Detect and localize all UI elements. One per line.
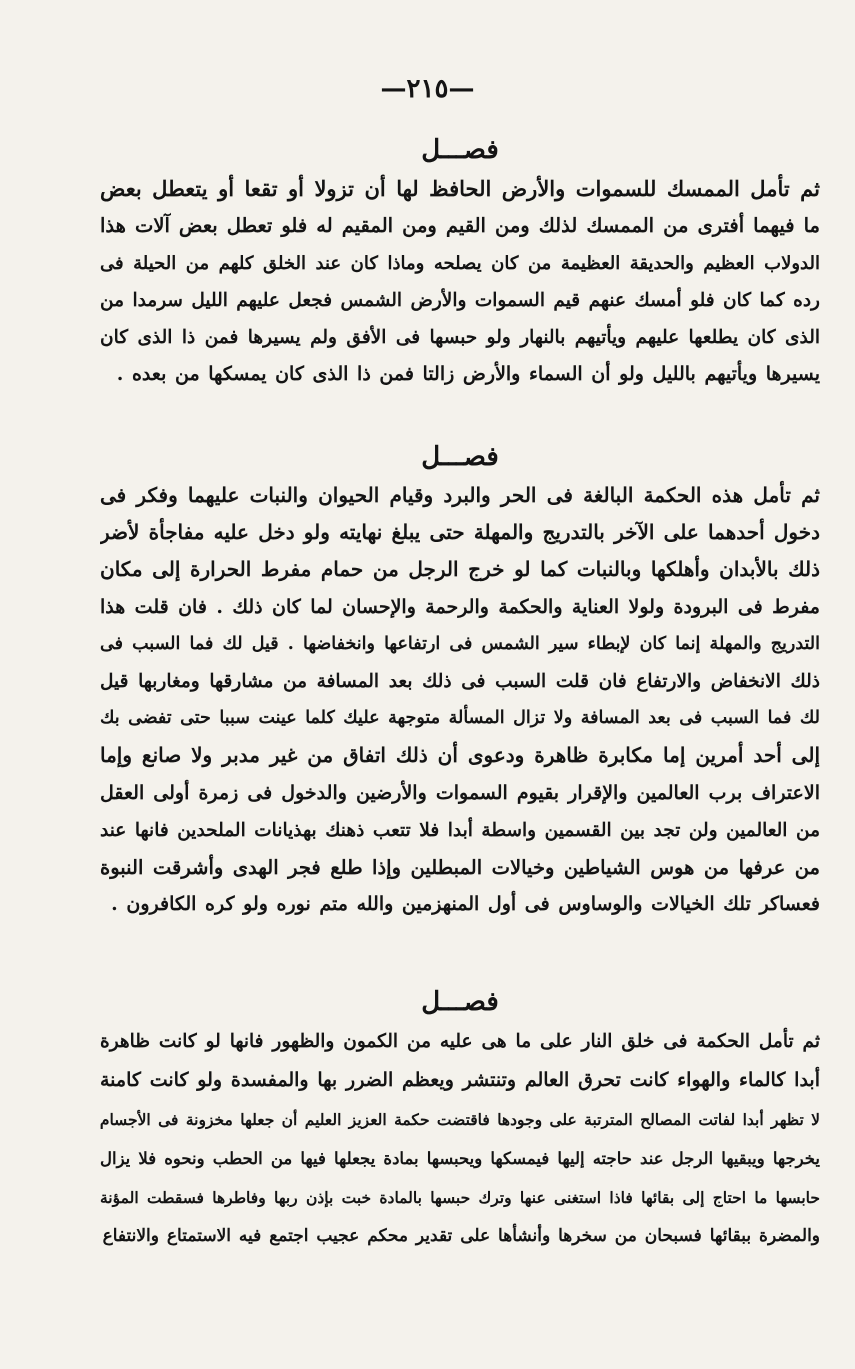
text-line: ذلك بالأبدان وأهلكها وبالنبات كما لو خرج الرجل من حمام مفرط الحرارة إلى مكان (100, 557, 820, 582)
section-paragraph (100, 1022, 820, 1256)
text-line: الاعتراف برب العالمين والإقرار بقيوم السموات والأرضين والدخول فى زمرة أولى العقل (100, 781, 820, 804)
text-line: دخول أحدهما على الآخر بالتدريج والمهلة حتى يبلغ نهايته ولو دخل عليه مفاجأة لأضر (100, 520, 820, 545)
text-line: لا تظهر أبدا لفاتت المصالح المترتبة على وجودها فاقتضت حكمة العزيز العليم أن جعلها مخزونة فى الأجسام (100, 1110, 820, 1129)
section-heading: فصـــل (421, 987, 499, 1017)
text-line: ذلك الانخفاض والارتفاع فان قلت السبب فى ذلك بعد المسافة من مشارقها ومغاربها قيل (100, 671, 820, 693)
text-line: مفرط فى البرودة ولولا العناية والحكمة والرحمة والإحسان لما كان ذلك . فان قلت هذا (100, 595, 820, 618)
text-line: التدريج والمهلة إنما كان لإبطاء سير الشمس فى ارتفاعها وانخفاضها . قيل لك فما السبب فى (100, 633, 820, 654)
text-line: رده كما كان فلو أمسك عنهم قيم السموات والأرض الشمس فجعل عليهم الليل سرمدا من (100, 289, 820, 311)
section-3 (100, 982, 820, 1256)
text-line: أبدا كالماء والهواء كانت تحرق العالم وتنتشر ويعظم الضرر بها والمفسدة ولو كانت كامنة (100, 1069, 820, 1091)
text-line: ثم تأمل الممسك للسموات والأرض الحافظ لها أن تزولا أو تقعا أو يتعطل بعض (100, 176, 820, 201)
text-line: ثم تأمل الحكمة فى خلق النار على ما هى عليه من الكمون والظهور فانها لو كانت ظاهرة (100, 1031, 820, 1052)
text-line: من عرفها من هوس الشياطين وخيالات المبطلين وإذا طلع فجر الهدى وأشرقت النبوة (100, 856, 820, 880)
text-line: الذى كان يطلعها عليهم ويأتيهم بالنهار ولو حبسها فى الأفق ولم يسيرها فمن ذا الذى كان (100, 327, 820, 349)
section-heading: فصـــل (421, 442, 499, 472)
section-paragraph (100, 477, 820, 923)
text-line: ما فيهما أفترى من الممسك لذلك ومن القيم ومن المقيم له فلو تعطل بعض آلات هذا (100, 214, 820, 238)
section-2 (100, 437, 820, 923)
section-paragraph (100, 170, 820, 394)
text-line: الدولاب العظيم والحديقة العظيمة من كان يصلحه وماذا كان عند الخلق كلهم من الحيلة فى (100, 252, 820, 274)
text-line: من العالمين ولن تجد بين القسمين واسطة أبدا فلا تتعب ذهنك بهذيانات الملحدين فانها عند (100, 819, 820, 841)
text-line: إلى أحد أمرين إما مكابرة ظاهرة ودعوى أن ذلك اتفاق من غير مدبر ولا صانع وإما (100, 743, 820, 768)
text-line: لك فما السبب فى بعد المسافة ولا تزال المسألة متوجهة عليك كلما عينت سببا حتى تفضى بك (100, 708, 820, 729)
text-line: والمضرة ببقائها فسبحان من سخرها وأنشأها على تقدير محكم عجيب اجتمع فيه الاستمتاع والانتفاع (102, 1226, 820, 1246)
text-line: يسيرها ويأتيهم بالليل ولو أن السماء والأرض زالتا فمن ذا الذى كان يمسكها من بعده . (116, 363, 820, 386)
section-heading: فصـــل (421, 135, 499, 165)
text-line: ثم تأمل هذه الحكمة البالغة فى الحر والبرد وقيام الحيوان والنبات عليهما وفكر فى (100, 483, 820, 507)
section-1 (100, 130, 820, 394)
text-line: حابسها ما احتاج إلى بقائها فاذا استغنى عنها وترك حبسها بالمادة خبت بإذن ربها وفاطرها فسقطت المؤنة (100, 1188, 820, 1207)
page-number: —٢١٥— (380, 74, 475, 104)
text-line: يخرجها ويبقيها الرجل عند حاجته إليها فيمسكها ويحبسها بمادة يجعلها فيها من الحطب ونحوه فلا يزال (100, 1149, 820, 1168)
text-line: فعساكر تلك الخيالات والوساوس فى أول المنهزمين والله متم نوره ولو كره الكافرون . (111, 893, 820, 916)
